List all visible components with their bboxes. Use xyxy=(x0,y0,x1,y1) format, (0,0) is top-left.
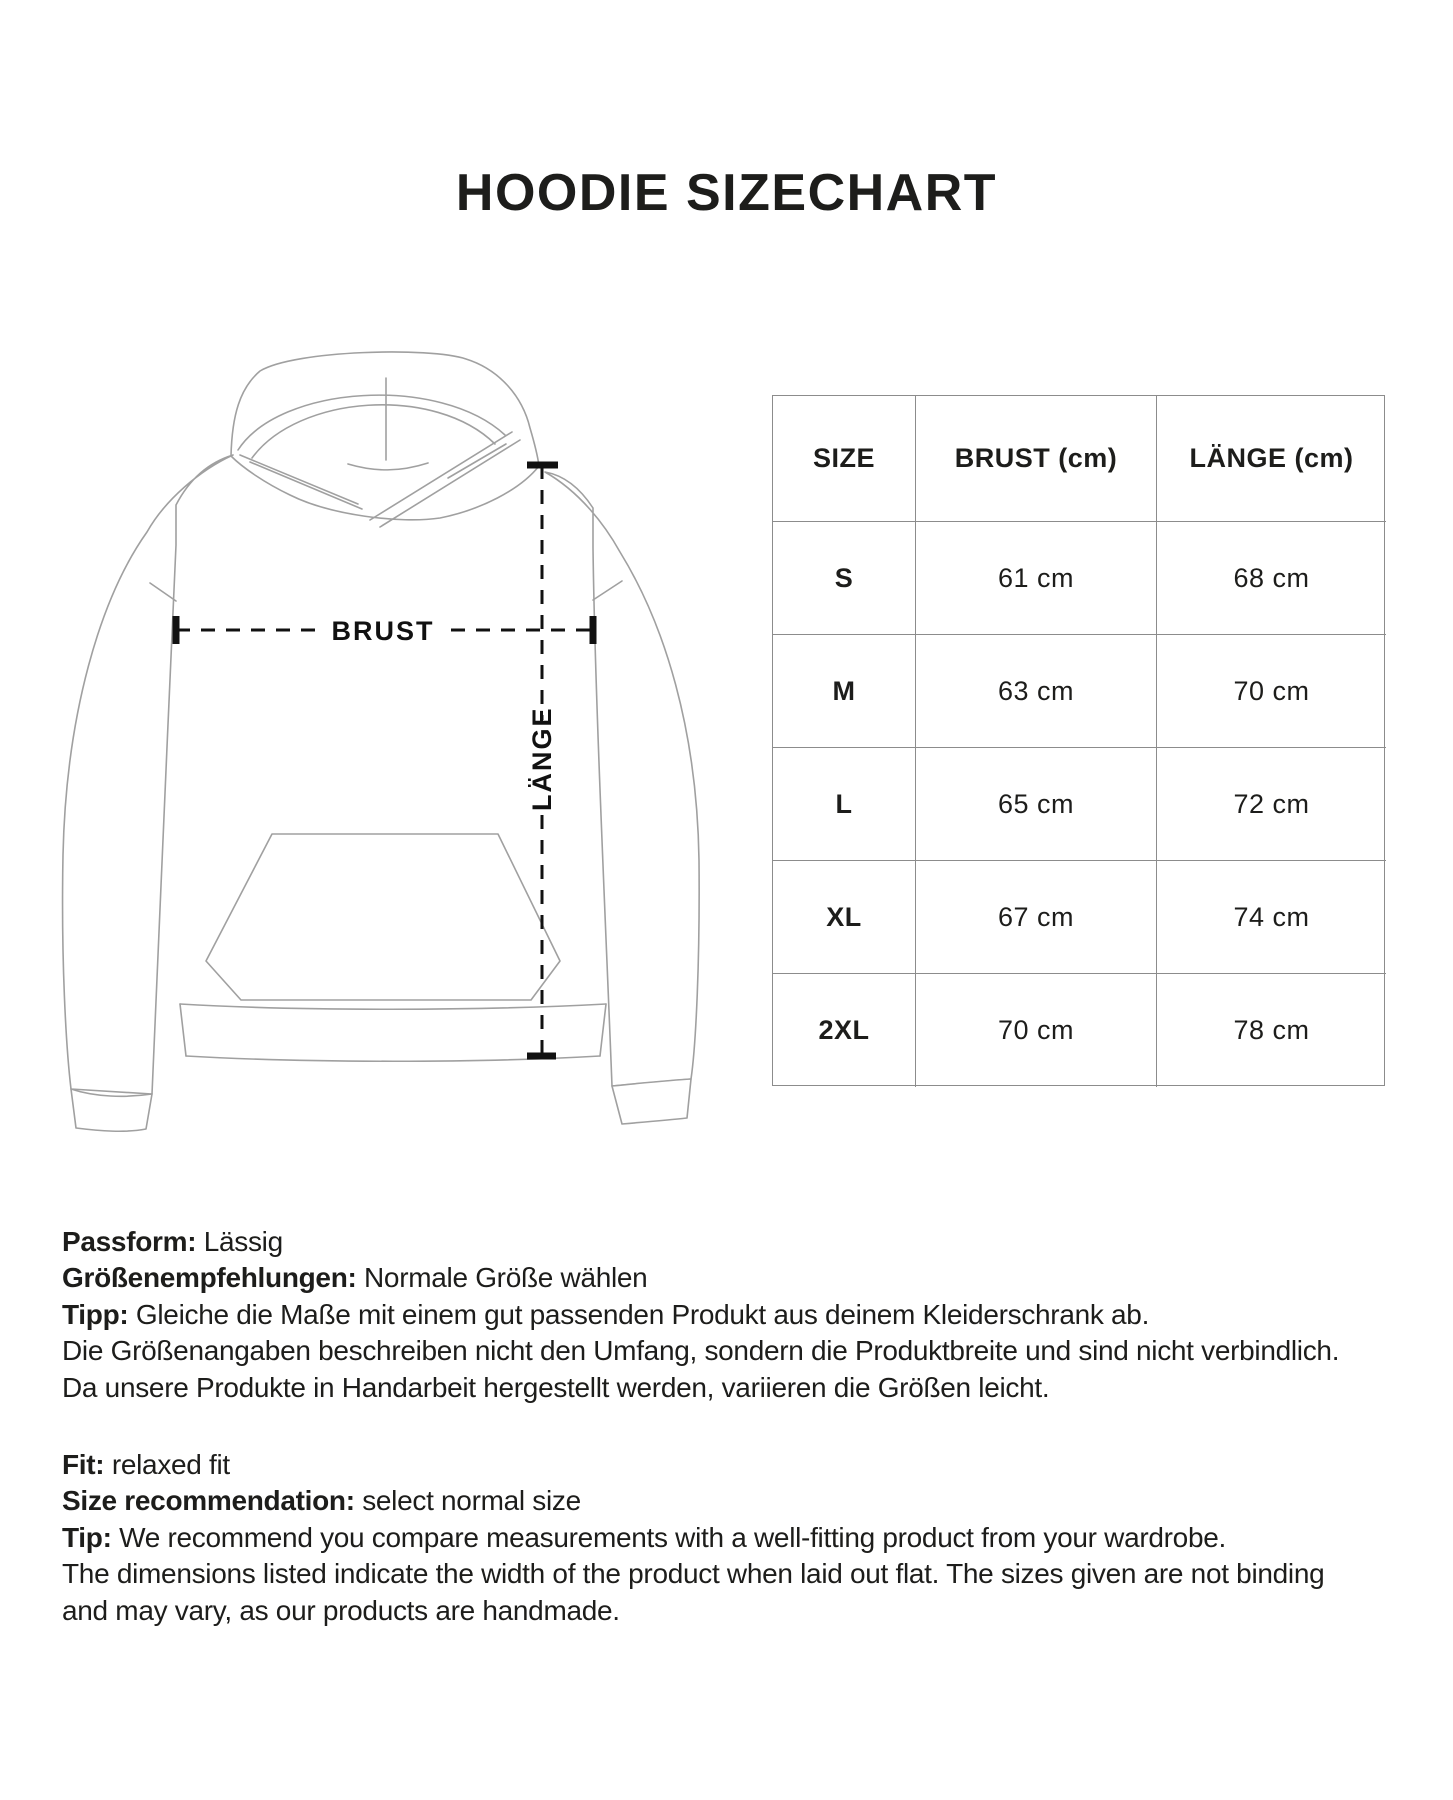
note-fit-value: relaxed fit xyxy=(104,1449,230,1480)
row-s-brust: 61 cm xyxy=(916,522,1157,635)
note-passform-label: Passform: xyxy=(62,1226,197,1257)
note-groessen-value: Normale Größe wählen xyxy=(356,1262,648,1294)
note-groessen-label: Größenempfehlungen: xyxy=(62,1262,357,1294)
col-header-brust: BRUST (cm) xyxy=(916,396,1157,522)
page-title: HOODIE SIZECHART xyxy=(455,164,998,222)
note-tipp xyxy=(62,1297,1339,1333)
note-tipp-value: Gleiche die Maße mit einem gut passenden Produkt aus deinem Kleiderschrank ab. xyxy=(128,1298,1150,1330)
note-fit xyxy=(62,1447,1324,1483)
row-l-brust: 65 cm xyxy=(916,748,1157,861)
note-size-rec-label: Size recommendation: xyxy=(62,1485,355,1517)
size-table xyxy=(772,395,1385,1086)
row-xl-laenge: 74 cm xyxy=(1157,861,1386,974)
note-size-rec xyxy=(62,1483,1324,1519)
note-fit-label: Fit: xyxy=(62,1449,105,1480)
row-s-laenge: 68 cm xyxy=(1157,522,1386,635)
row-xl-size: XL xyxy=(773,861,916,974)
note-passform-value: Lässig xyxy=(196,1226,283,1257)
german-notes xyxy=(62,1224,1339,1406)
row-l-size: L xyxy=(773,748,916,861)
english-notes xyxy=(62,1447,1324,1629)
row-2xl-brust: 70 cm xyxy=(916,974,1157,1087)
note-de-line4: Die Größenangaben beschreiben nicht den Umfang, sondern die Produktbreite und sind nicht verbindlich. xyxy=(62,1335,1340,1367)
note-en-line4: The dimensions listed indicate the width of the product when laid out flat. The sizes given are not binding xyxy=(62,1558,1325,1590)
note-passform xyxy=(62,1224,1339,1260)
row-m-brust: 63 cm xyxy=(916,635,1157,748)
note-tip-value: We recommend you compare measurements with a well-fitting product from your wardrobe. xyxy=(111,1521,1226,1553)
note-tip-label: Tip: xyxy=(62,1521,112,1553)
row-m-laenge: 70 cm xyxy=(1157,635,1386,748)
note-tip xyxy=(62,1520,1324,1556)
row-l-laenge: 72 cm xyxy=(1157,748,1386,861)
note-size-rec-value: select normal size xyxy=(354,1485,581,1517)
row-xl-brust: 67 cm xyxy=(916,861,1157,974)
hoodie-diagram xyxy=(30,280,740,1150)
col-header-laenge: LÄNGE (cm) xyxy=(1157,396,1386,522)
note-tipp-label: Tipp: xyxy=(62,1298,129,1330)
laenge-label: LÄNGE xyxy=(527,706,557,811)
row-s-size: S xyxy=(773,522,916,635)
col-header-size: SIZE xyxy=(773,396,916,522)
row-2xl-size: 2XL xyxy=(773,974,916,1087)
brust-label: BRUST xyxy=(331,616,435,646)
note-groessenempfehlung xyxy=(62,1260,1339,1296)
row-m-size: M xyxy=(773,635,916,748)
hoodie-pocket xyxy=(206,834,560,1000)
note-de-line5: Da unsere Produkte in Handarbeit hergestellt werden, variieren die Größen leicht. xyxy=(62,1371,1050,1403)
note-en-line5: and may vary, as our products are handmade. xyxy=(62,1594,620,1626)
row-2xl-laenge: 78 cm xyxy=(1233,1015,1310,1045)
hoodie-hood xyxy=(231,352,539,527)
